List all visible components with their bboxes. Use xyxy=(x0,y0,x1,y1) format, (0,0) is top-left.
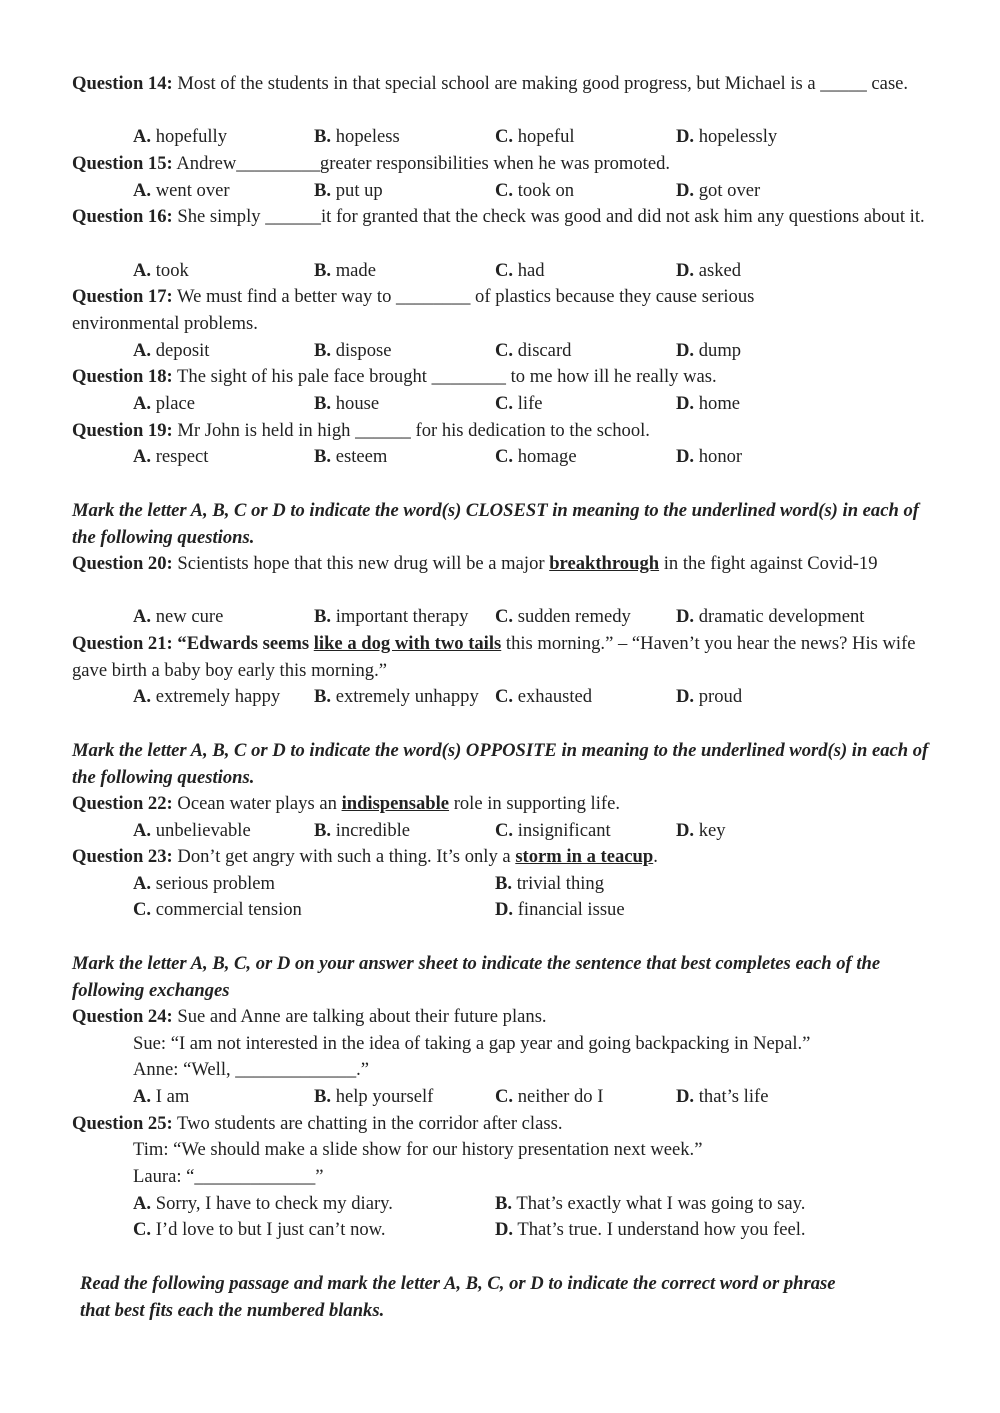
question-label: Question 14: xyxy=(72,73,173,94)
option-c[interactable]: C. neither do I xyxy=(495,1086,604,1107)
question-text: She simply ______it for granted that the check was good and did not ask him any questions about it. xyxy=(177,206,925,227)
option-c[interactable]: C. insignificant xyxy=(495,820,611,841)
options-q23-row1 xyxy=(133,871,933,897)
option-c[interactable]: C. sudden remedy xyxy=(495,606,631,627)
option-b[interactable]: B. esteem xyxy=(314,446,388,467)
option-a[interactable]: A. took xyxy=(133,260,189,281)
question-label: Question 18: xyxy=(72,366,173,387)
question-text: We must find a better way to ________ of plastics because they cause serious xyxy=(177,286,755,307)
option-d[interactable]: D. asked xyxy=(676,260,742,281)
question-label: Question 16: xyxy=(72,206,173,227)
option-c[interactable]: C. discard xyxy=(495,340,572,361)
option-b[interactable]: B. help yourself xyxy=(314,1086,434,1107)
question-25 xyxy=(72,1111,932,1138)
options-q18 xyxy=(133,391,933,417)
option-b[interactable]: B. hopeless xyxy=(314,126,400,147)
option-a[interactable]: A. place xyxy=(133,393,195,414)
option-d[interactable]: D. got over xyxy=(676,180,761,201)
question-20: Question 20: Scientists hope that this new drug will be a major breakthrough in the fight against Covid-19 xyxy=(72,553,878,574)
options-q25-row2 xyxy=(133,1217,933,1243)
question-text: Mr John is held in high ______ for his dedication to the school. xyxy=(177,420,650,441)
question-18 xyxy=(72,364,932,391)
question-19 xyxy=(72,418,932,445)
options-q19 xyxy=(133,444,933,470)
option-a[interactable]: A. unbelievable xyxy=(133,820,251,841)
underlined-word: breakthrough xyxy=(549,553,660,574)
question-label: Question 22: xyxy=(72,793,173,814)
question-21: Question 21: “Edwards seems like a dog with two tails this morning.” – “Haven’t you hear the news? His wife gave birth a baby boy early this morning.” xyxy=(72,633,916,681)
option-d[interactable]: D. That’s true. I understand how you feel. xyxy=(495,1219,806,1240)
option-b[interactable]: B. put up xyxy=(314,180,383,201)
option-d[interactable]: D. financial issue xyxy=(495,899,625,920)
option-a[interactable]: A. new cure xyxy=(133,606,224,627)
options-q16 xyxy=(133,258,933,284)
dialogue-line-sue: Sue: “I am not interested in the idea of taking a gap year and going backpacking in Nepal.” xyxy=(133,1033,811,1054)
options-q22 xyxy=(133,818,933,844)
option-c[interactable]: C. homage xyxy=(495,446,577,467)
dialogue-line-anne: Anne: “Well, _____________.” xyxy=(133,1059,370,1080)
option-a[interactable]: A. respect xyxy=(133,446,209,467)
question-label: Question 25: xyxy=(72,1113,173,1134)
option-d[interactable]: D. dump xyxy=(676,340,742,361)
option-d[interactable]: D. key xyxy=(676,820,726,841)
option-b[interactable]: B. made xyxy=(314,260,376,281)
question-label: Question 19: xyxy=(72,420,173,441)
question-label: Question 15: xyxy=(72,153,173,174)
option-b[interactable]: B. house xyxy=(314,393,380,414)
option-d[interactable]: D. proud xyxy=(676,686,743,707)
question-14 xyxy=(72,71,932,98)
question-23: Question 23: Don’t get angry with such a thing. It’s only a storm in a teacup. xyxy=(72,846,658,867)
question-text-continued: environmental problems. xyxy=(72,312,258,334)
question-15 xyxy=(72,151,932,178)
option-c[interactable]: C. hopeful xyxy=(495,126,575,147)
option-b[interactable]: B. That’s exactly what I was going to say. xyxy=(495,1193,806,1214)
option-a[interactable]: A. I am xyxy=(133,1086,190,1107)
question-label: Question 24: xyxy=(72,1006,173,1027)
question-text: Most of the students in that special school are making good progress, but Michael is a _____ case. xyxy=(177,73,909,94)
question-text: Two students are chatting in the corridor after class. xyxy=(177,1113,563,1134)
question-label: Question 23: xyxy=(72,846,173,867)
option-c[interactable]: C. exhausted xyxy=(495,686,593,707)
option-a[interactable]: A. serious problem xyxy=(133,873,276,894)
option-a[interactable]: A. hopefully xyxy=(133,126,227,147)
question-text: The sight of his pale face brought ________ to me how ill he really was. xyxy=(177,366,717,387)
dialogue-line-laura: Laura: “_____________” xyxy=(133,1166,324,1187)
question-text: Sue and Anne are talking about their future plans. xyxy=(177,1006,547,1027)
instruction-opposite-meaning: Mark the letter A, B, C or D to indicate the word(s) OPPOSITE in meaning to the underlined word(s) in each of the following questions. xyxy=(72,740,929,788)
question-label: Question 21: xyxy=(72,633,173,654)
option-a[interactable]: A. extremely happy xyxy=(133,686,281,707)
option-d[interactable]: D. honor xyxy=(676,446,743,467)
options-q21 xyxy=(133,684,933,710)
option-d[interactable]: D. that’s life xyxy=(676,1086,769,1107)
question-label: Question 20: xyxy=(72,553,173,574)
question-24 xyxy=(72,1004,932,1031)
options-q24 xyxy=(133,1084,933,1110)
options-q23-row2 xyxy=(133,897,933,923)
options-q25-row1 xyxy=(133,1191,933,1217)
option-b[interactable]: B. trivial thing xyxy=(495,873,604,894)
underlined-phrase: like a dog with two tails xyxy=(313,633,502,654)
options-q15 xyxy=(133,178,933,204)
option-c[interactable]: C. I’d love to but I just can’t now. xyxy=(133,1219,386,1240)
option-a[interactable]: A. went over xyxy=(133,180,230,201)
underlined-word: indispensable xyxy=(341,793,450,814)
options-q14 xyxy=(133,124,933,150)
option-b[interactable]: B. extremely unhappy xyxy=(314,686,479,707)
instruction-closest-meaning: Mark the letter A, B, C or D to indicate the word(s) CLOSEST in meaning to the underlined word(s) in each of the following questions. xyxy=(72,500,919,548)
options-q20 xyxy=(133,604,933,630)
option-d[interactable]: D. hopelessly xyxy=(676,126,778,147)
option-b[interactable]: B. dispose xyxy=(314,340,392,361)
option-d[interactable]: D. home xyxy=(676,393,741,414)
instruction-exchanges: Mark the letter A, B, C, or D on your answer sheet to indicate the sentence that best completes each of the following exchanges xyxy=(72,953,881,1001)
question-16 xyxy=(72,204,932,231)
option-d[interactable]: D. dramatic development xyxy=(676,606,865,627)
instruction-reading-passage: Read the following passage and mark the letter A, B, C, or D to indicate the correct word or phrase that best fits each the numbered blanks. xyxy=(80,1273,836,1321)
option-b[interactable]: B. important therapy xyxy=(314,606,469,627)
option-c[interactable]: C. life xyxy=(495,393,543,414)
options-q17 xyxy=(133,338,933,364)
question-22: Question 22: Ocean water plays an indispensable role in supporting life. xyxy=(72,793,620,814)
question-text: Andrew_________greater responsibilities when he was promoted. xyxy=(176,153,671,174)
option-a[interactable]: A. deposit xyxy=(133,340,210,361)
option-c[interactable]: C. had xyxy=(495,260,545,281)
dialogue-line-tim: Tim: “We should make a slide show for our history presentation next week.” xyxy=(133,1139,703,1160)
option-c[interactable]: C. commercial tension xyxy=(133,899,302,920)
option-a[interactable]: A. Sorry, I have to check my diary. xyxy=(133,1193,393,1214)
question-label: Question 17: xyxy=(72,286,173,307)
question-17 xyxy=(72,284,932,337)
option-c[interactable]: C. took on xyxy=(495,180,575,201)
option-b[interactable]: B. incredible xyxy=(314,820,411,841)
underlined-phrase: storm in a teacup xyxy=(515,846,654,867)
